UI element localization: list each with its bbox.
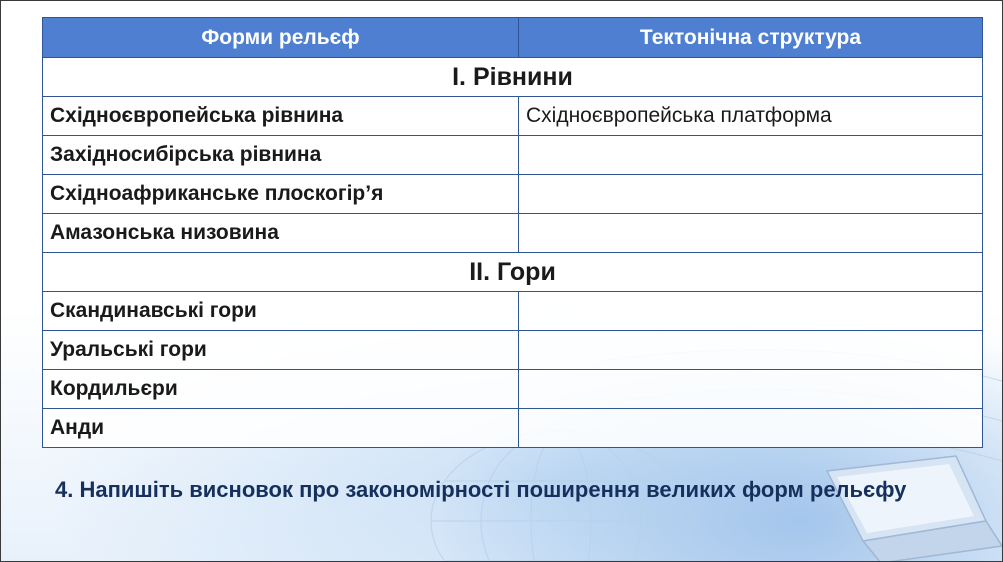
section-row: [43, 58, 983, 97]
table-row: [43, 136, 983, 175]
tectonic-structure-cell: Східноєвропейська платформа: [519, 97, 983, 136]
relief-name: Анди: [43, 409, 519, 448]
tectonic-structure-cell: [519, 370, 983, 409]
section-title-mountains: ІІ. Гори: [43, 253, 983, 292]
relief-name: Західносибірська рівнина: [43, 136, 519, 175]
relief-table: [42, 17, 983, 448]
table-row: [43, 214, 983, 253]
table-row: [43, 175, 983, 214]
laptop-icon: [827, 456, 1002, 561]
relief-name: Амазонська низовина: [43, 214, 519, 253]
section-row: [43, 253, 983, 292]
tectonic-structure-cell: [519, 409, 983, 448]
task-instruction: 4. Напишіть висновок про закономірності поширення великих форм рельєфу: [55, 477, 907, 502]
table-row: [43, 370, 983, 409]
relief-name: Кордильєри: [43, 370, 519, 409]
section-title-plains: І. Рівнини: [43, 58, 983, 97]
relief-name: Східноафриканське плоскогір’я: [43, 175, 519, 214]
relief-name: Скандинавські гори: [43, 292, 519, 331]
table-row: [43, 409, 983, 448]
header-tectonic-structure: Тектонічна структура: [519, 18, 983, 58]
tectonic-structure-cell: [519, 136, 983, 175]
tectonic-structure-cell: [519, 292, 983, 331]
relief-name: Східноєвропейська рівнина: [43, 97, 519, 136]
relief-name: Уральські гори: [43, 331, 519, 370]
header-relief-forms: Форми рельєф: [43, 18, 519, 58]
tectonic-structure-cell: [519, 175, 983, 214]
table-row: [43, 331, 983, 370]
tectonic-structure-cell: [519, 214, 983, 253]
tectonic-structure-cell: [519, 331, 983, 370]
table-row: [43, 97, 983, 136]
header-row: [43, 18, 983, 58]
table-row: [43, 292, 983, 331]
